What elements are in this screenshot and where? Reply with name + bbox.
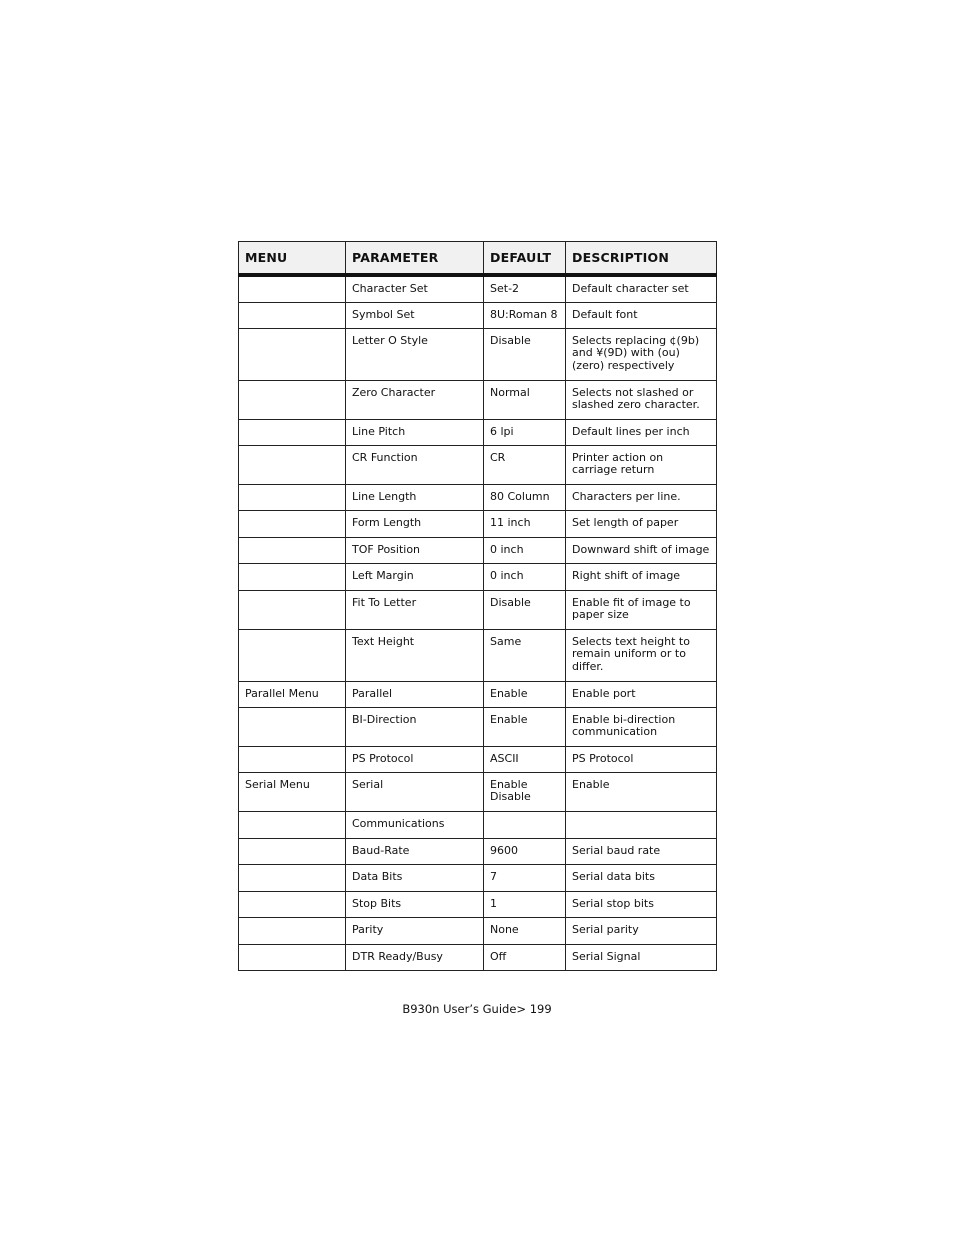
cell-menu: Serial Menu: [239, 772, 346, 811]
cell-menu: [239, 917, 346, 944]
cell-default: Disable: [484, 328, 566, 380]
cell-menu: [239, 944, 346, 970]
cell-description: Serial parity: [566, 917, 717, 944]
cell-menu: [239, 891, 346, 917]
cell-parameter: TOF Position: [346, 537, 484, 563]
cell-description: Serial Signal: [566, 944, 717, 970]
cell-parameter: DTR Ready/Busy: [346, 944, 484, 970]
cell-description: Selects text height to remain uniform or to differ.: [566, 629, 717, 681]
cell-description: Right shift of image: [566, 563, 717, 590]
cell-description: Serial stop bits: [566, 891, 717, 917]
cell-default: Enable: [484, 707, 566, 746]
cell-menu: Parallel Menu: [239, 681, 346, 707]
page-footer: B930n User’s Guide> 199: [402, 1002, 552, 1016]
cell-description: PS Protocol: [566, 746, 717, 772]
cell-menu: [239, 380, 346, 419]
cell-parameter: Communications: [346, 811, 484, 838]
cell-default: Set-2: [484, 275, 566, 302]
table-row: [239, 275, 717, 302]
cell-default: 0 inch: [484, 537, 566, 563]
cell-description: Enable port: [566, 681, 717, 707]
table-row: [239, 510, 717, 537]
cell-default: Enable: [484, 681, 566, 707]
cell-menu: [239, 629, 346, 681]
cell-default: Same: [484, 629, 566, 681]
cell-description: Enable fit of image to paper size: [566, 590, 717, 629]
table-row: [239, 629, 717, 681]
cell-default: 8U:Roman 8: [484, 302, 566, 328]
cell-default: 1: [484, 891, 566, 917]
table-row: [239, 944, 717, 970]
cell-parameter: Zero Character: [346, 380, 484, 419]
table-row: [239, 419, 717, 445]
cell-description: Default lines per inch: [566, 419, 717, 445]
table-row: [239, 537, 717, 563]
cell-description: Printer action on carriage return: [566, 445, 717, 484]
cell-default: [484, 811, 566, 838]
cell-description: Default character set: [566, 275, 717, 302]
cell-menu: [239, 811, 346, 838]
cell-description: Set length of paper: [566, 510, 717, 537]
cell-default: 6 lpi: [484, 419, 566, 445]
cell-parameter: PS Protocol: [346, 746, 484, 772]
cell-parameter: Fit To Letter: [346, 590, 484, 629]
column-header-menu: MENU: [239, 242, 346, 276]
cell-default: None: [484, 917, 566, 944]
cell-parameter: Line Length: [346, 484, 484, 510]
cell-default: Normal: [484, 380, 566, 419]
cell-parameter: CR Function: [346, 445, 484, 484]
cell-menu: [239, 590, 346, 629]
cell-default: 7: [484, 864, 566, 891]
cell-menu: [239, 328, 346, 380]
cell-default: Off: [484, 944, 566, 970]
table-row: [239, 772, 717, 811]
cell-parameter: Left Margin: [346, 563, 484, 590]
cell-parameter: Parity: [346, 917, 484, 944]
table-row: [239, 445, 717, 484]
cell-parameter: Data Bits: [346, 864, 484, 891]
table-row: [239, 864, 717, 891]
table-row: [239, 811, 717, 838]
cell-menu: [239, 484, 346, 510]
table-row: [239, 302, 717, 328]
table-row: [239, 590, 717, 629]
cell-menu: [239, 563, 346, 590]
cell-parameter: Letter O Style: [346, 328, 484, 380]
cell-description: Selects not slashed or slashed zero character.: [566, 380, 717, 419]
table-row: [239, 746, 717, 772]
cell-default: CR: [484, 445, 566, 484]
cell-default: ASCII: [484, 746, 566, 772]
cell-default: 11 inch: [484, 510, 566, 537]
table-header-row: [239, 242, 717, 276]
cell-parameter: Character Set: [346, 275, 484, 302]
cell-description: [566, 811, 717, 838]
cell-parameter: Parallel: [346, 681, 484, 707]
cell-parameter: Stop Bits: [346, 891, 484, 917]
cell-menu: [239, 864, 346, 891]
cell-default: 0 inch: [484, 563, 566, 590]
cell-parameter: Serial: [346, 772, 484, 811]
cell-default: Disable: [484, 590, 566, 629]
cell-menu: [239, 275, 346, 302]
cell-menu: [239, 510, 346, 537]
table-row: [239, 707, 717, 746]
table-row: [239, 838, 717, 864]
column-header-parameter: PARAMETER: [346, 242, 484, 276]
cell-parameter: Text Height: [346, 629, 484, 681]
table-row: [239, 563, 717, 590]
cell-default: Enable Disable: [484, 772, 566, 811]
cell-parameter: Symbol Set: [346, 302, 484, 328]
cell-menu: [239, 302, 346, 328]
table-row: [239, 917, 717, 944]
column-header-description: DESCRIPTION: [566, 242, 717, 276]
cell-parameter: Baud-Rate: [346, 838, 484, 864]
cell-default: 80 Column: [484, 484, 566, 510]
cell-parameter: Line Pitch: [346, 419, 484, 445]
table-row: [239, 328, 717, 380]
cell-default: 9600: [484, 838, 566, 864]
table-row: [239, 380, 717, 419]
cell-menu: [239, 707, 346, 746]
table-row: [239, 891, 717, 917]
column-header-default: DEFAULT: [484, 242, 566, 276]
cell-description: Selects replacing ¢(9b) and ¥(9D) with (ou) (zero) respectively: [566, 328, 717, 380]
cell-description: Enable bi-direction communication: [566, 707, 717, 746]
cell-menu: [239, 838, 346, 864]
cell-parameter: BI-Direction: [346, 707, 484, 746]
menu-parameter-table: [238, 241, 717, 971]
cell-description: Characters per line.: [566, 484, 717, 510]
cell-description: Default font: [566, 302, 717, 328]
cell-description: Downward shift of image: [566, 537, 717, 563]
cell-parameter: Form Length: [346, 510, 484, 537]
cell-description: Serial data bits: [566, 864, 717, 891]
table-row: [239, 681, 717, 707]
table-row: [239, 484, 717, 510]
table-body: [239, 275, 717, 970]
cell-description: Serial baud rate: [566, 838, 717, 864]
cell-description: Enable: [566, 772, 717, 811]
cell-menu: [239, 445, 346, 484]
cell-menu: [239, 537, 346, 563]
cell-menu: [239, 419, 346, 445]
cell-menu: [239, 746, 346, 772]
